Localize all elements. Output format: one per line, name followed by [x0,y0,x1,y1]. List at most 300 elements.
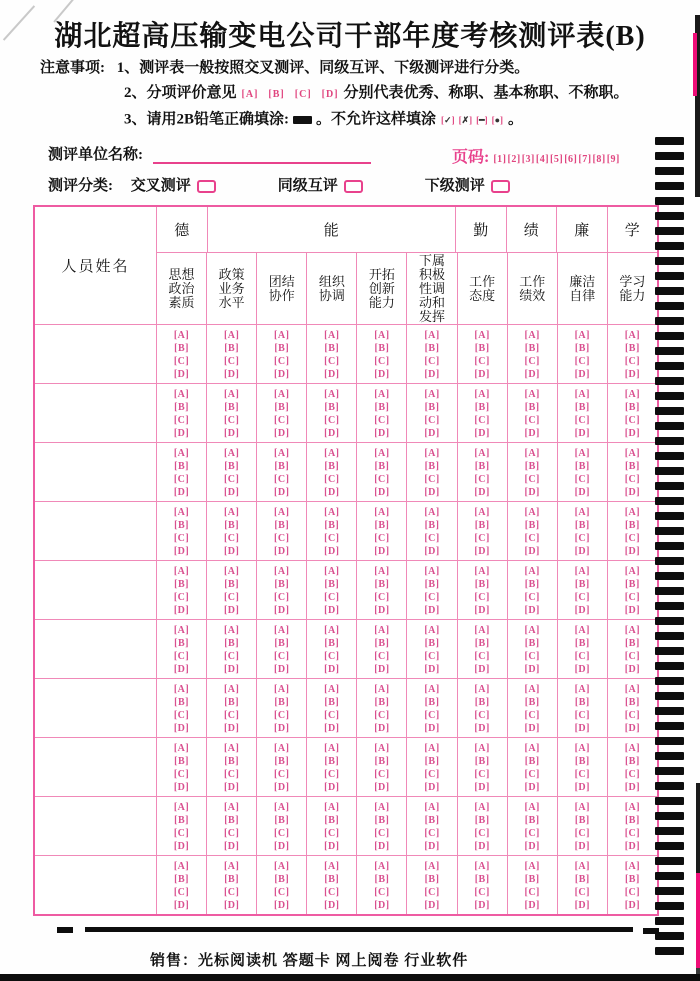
bubble-D[interactable]: [D] [223,782,240,793]
bubble-D[interactable]: [D] [374,487,390,498]
bubble-C[interactable]: [C] [223,415,240,426]
bubble-B[interactable]: [B] [524,461,540,472]
bubble-D[interactable]: [D] [474,428,490,439]
bubble-C[interactable]: [C] [624,474,641,485]
bubble-C[interactable]: [C] [524,828,540,839]
bubble-C[interactable]: [C] [324,533,340,544]
bubble-D[interactable]: [D] [624,605,641,616]
bubble-A[interactable]: [A] [574,802,590,813]
bubble-B[interactable]: [B] [524,697,540,708]
bubble-C[interactable]: [C] [173,651,190,662]
bubble-C[interactable]: [C] [324,592,340,603]
bubble-B[interactable]: [B] [174,520,189,531]
bubble-C[interactable]: [C] [624,828,641,839]
bubble-B[interactable]: [B] [224,402,240,413]
bubble-C[interactable]: [C] [524,651,540,662]
bubble-A[interactable]: [A] [223,566,240,577]
bubble-D[interactable]: [D] [173,723,190,734]
category-checkbox[interactable] [344,180,363,193]
bubble-D[interactable]: [D] [324,428,340,439]
bubble-A[interactable]: [A] [524,389,540,400]
bubble-D[interactable]: [D] [223,546,240,557]
bubble-D[interactable]: [D] [424,428,440,439]
name-cell-input[interactable] [35,679,157,737]
bubble-D[interactable]: [D] [574,605,590,616]
bubble-B[interactable]: [B] [524,638,540,649]
bubble-D[interactable]: [D] [424,723,440,734]
bubble-C[interactable]: [C] [223,828,240,839]
bubble-C[interactable]: [C] [474,651,490,662]
bubble-D[interactable]: [D] [173,782,190,793]
bubble-D[interactable]: [D] [324,369,340,380]
name-cell-input[interactable] [35,620,157,678]
bubble-D[interactable]: [D] [324,841,340,852]
bubble-D[interactable]: [D] [524,723,540,734]
bubble-D[interactable]: [D] [173,841,190,852]
bubble-D[interactable]: [D] [424,605,440,616]
bubble-B[interactable]: [B] [324,874,340,885]
bubble-B[interactable]: [B] [274,638,290,649]
bubble-B[interactable]: [B] [274,815,290,826]
bubble-A[interactable]: [A] [524,861,540,872]
bubble-B[interactable]: [B] [624,461,640,472]
bubble-A[interactable]: [A] [474,802,490,813]
bubble-C[interactable]: [C] [624,710,641,721]
page-number-bubble[interactable]: [2] [507,154,521,165]
bubble-C[interactable]: [C] [173,828,190,839]
bubble-D[interactable]: [D] [474,369,490,380]
bubble-D[interactable]: [D] [574,664,590,675]
bubble-D[interactable]: [D] [324,605,340,616]
bubble-D[interactable]: [D] [374,664,390,675]
bubble-A[interactable]: [A] [424,861,440,872]
bubble-B[interactable]: [B] [424,815,440,826]
bubble-B[interactable]: [B] [174,697,189,708]
bubble-B[interactable]: [B] [174,638,189,649]
bubble-D[interactable]: [D] [424,900,440,911]
bubble-B[interactable]: [B] [224,638,240,649]
bubble-A[interactable]: [A] [274,448,290,459]
bubble-A[interactable]: [A] [524,566,540,577]
bubble-C[interactable]: [C] [574,533,590,544]
bubble-C[interactable]: [C] [474,474,490,485]
bubble-D[interactable]: [D] [474,900,490,911]
bubble-A[interactable]: [A] [324,389,340,400]
bubble-B[interactable]: [B] [274,874,290,885]
bubble-D[interactable]: [D] [374,605,390,616]
bubble-A[interactable]: [A] [574,743,590,754]
bubble-B[interactable]: [B] [324,579,340,590]
bubble-D[interactable]: [D] [374,782,390,793]
bubble-B[interactable]: [B] [374,343,390,354]
bubble-A[interactable]: [A] [374,389,390,400]
bubble-A[interactable]: [A] [574,330,590,341]
bubble-B[interactable]: [B] [524,874,540,885]
bubble-C[interactable]: [C] [223,710,240,721]
bubble-D[interactable]: [D] [173,546,190,557]
bubble-A[interactable]: [A] [624,507,641,518]
bubble-D[interactable]: [D] [374,428,390,439]
bubble-B[interactable]: [B] [324,402,340,413]
bubble-D[interactable]: [D] [324,900,340,911]
bubble-C[interactable]: [C] [524,356,540,367]
bubble-C[interactable]: [C] [223,474,240,485]
category-checkbox[interactable] [491,180,510,193]
bubble-A[interactable]: [A] [474,625,490,636]
bubble-D[interactable]: [D] [274,841,290,852]
bubble-B[interactable]: [B] [574,874,590,885]
bubble-D[interactable]: [D] [424,487,440,498]
bubble-D[interactable]: [D] [574,841,590,852]
bubble-C[interactable]: [C] [424,592,440,603]
bubble-D[interactable]: [D] [173,664,190,675]
bubble-A[interactable]: [A] [223,330,240,341]
bubble-D[interactable]: [D] [624,900,641,911]
bubble-D[interactable]: [D] [374,723,390,734]
bubble-B[interactable]: [B] [624,579,640,590]
bubble-A[interactable]: [A] [524,684,540,695]
bubble-C[interactable]: [C] [324,356,340,367]
page-number-bubble[interactable]: [8] [592,154,606,165]
bubble-B[interactable]: [B] [324,520,340,531]
bubble-D[interactable]: [D] [624,546,641,557]
bubble-B[interactable]: [B] [474,520,490,531]
bubble-B[interactable]: [B] [574,579,590,590]
bubble-D[interactable]: [D] [524,900,540,911]
bubble-D[interactable]: [D] [474,487,490,498]
bubble-A[interactable]: [A] [173,861,190,872]
bubble-C[interactable]: [C] [274,887,290,898]
bubble-B[interactable]: [B] [224,520,240,531]
bubble-B[interactable]: [B] [374,461,390,472]
bubble-B[interactable]: [B] [424,520,440,531]
bubble-C[interactable]: [C] [324,828,340,839]
bubble-C[interactable]: [C] [274,474,290,485]
bubble-A[interactable]: [A] [324,448,340,459]
bubble-B[interactable]: [B] [274,756,290,767]
bubble-A[interactable]: [A] [574,448,590,459]
bubble-B[interactable]: [B] [374,815,390,826]
bubble-A[interactable]: [A] [374,861,390,872]
bubble-C[interactable]: [C] [574,710,590,721]
bubble-A[interactable]: [A] [474,861,490,872]
bubble-B[interactable]: [B] [624,874,640,885]
bubble-B[interactable]: [B] [474,815,490,826]
bubble-C[interactable]: [C] [574,651,590,662]
bubble-A[interactable]: [A] [324,861,340,872]
bubble-B[interactable]: [B] [374,756,390,767]
bubble-A[interactable]: [A] [474,507,490,518]
bubble-B[interactable]: [B] [174,579,189,590]
bubble-C[interactable]: [C] [624,769,641,780]
bubble-B[interactable]: [B] [374,874,390,885]
bubble-B[interactable]: [B] [224,579,240,590]
bubble-C[interactable]: [C] [173,415,190,426]
bubble-A[interactable]: [A] [223,389,240,400]
bubble-C[interactable]: [C] [173,592,190,603]
bubble-D[interactable]: [D] [474,841,490,852]
bubble-B[interactable]: [B] [574,638,590,649]
bubble-A[interactable]: [A] [624,330,641,341]
bubble-A[interactable]: [A] [424,448,440,459]
bubble-B[interactable]: [B] [324,461,340,472]
bubble-B[interactable]: [B] [174,815,189,826]
bubble-A[interactable]: [A] [524,625,540,636]
bubble-C[interactable]: [C] [173,356,190,367]
bubble-D[interactable]: [D] [324,723,340,734]
bubble-A[interactable]: [A] [624,802,641,813]
bubble-A[interactable]: [A] [173,625,190,636]
page-number-bubble[interactable]: [7] [578,154,592,165]
page-number-bubble[interactable]: [5] [550,154,564,165]
bubble-C[interactable]: [C] [524,474,540,485]
bubble-D[interactable]: [D] [424,369,440,380]
bubble-D[interactable]: [D] [474,723,490,734]
bubble-C[interactable]: [C] [324,651,340,662]
bubble-D[interactable]: [D] [574,487,590,498]
bubble-C[interactable]: [C] [374,710,390,721]
bubble-B[interactable]: [B] [174,756,189,767]
bubble-D[interactable]: [D] [524,428,540,439]
bubble-C[interactable]: [C] [424,533,440,544]
bubble-C[interactable]: [C] [474,533,490,544]
bubble-A[interactable]: [A] [374,330,390,341]
bubble-C[interactable]: [C] [624,887,641,898]
bubble-B[interactable]: [B] [424,638,440,649]
bubble-A[interactable]: [A] [324,625,340,636]
bubble-A[interactable]: [A] [173,448,190,459]
bubble-C[interactable]: [C] [374,651,390,662]
bubble-C[interactable]: [C] [223,533,240,544]
bubble-C[interactable]: [C] [424,769,440,780]
bubble-A[interactable]: [A] [173,389,190,400]
bubble-B[interactable]: [B] [274,343,290,354]
bubble-B[interactable]: [B] [474,579,490,590]
bubble-B[interactable]: [B] [474,461,490,472]
bubble-D[interactable]: [D] [424,664,440,675]
bubble-A[interactable]: [A] [524,802,540,813]
bubble-B[interactable]: [B] [524,520,540,531]
bubble-A[interactable]: [A] [173,684,190,695]
bubble-A[interactable]: [A] [223,743,240,754]
bubble-D[interactable]: [D] [274,900,290,911]
bubble-D[interactable]: [D] [524,782,540,793]
bubble-A[interactable]: [A] [374,448,390,459]
bubble-D[interactable]: [D] [223,841,240,852]
bubble-B[interactable]: [B] [624,520,640,531]
bubble-C[interactable]: [C] [274,592,290,603]
category-checkbox[interactable] [197,180,216,193]
bubble-B[interactable]: [B] [374,697,390,708]
bubble-D[interactable]: [D] [624,841,641,852]
bubble-A[interactable]: [A] [524,507,540,518]
page-number-bubble[interactable]: [6] [564,154,578,165]
bubble-C[interactable]: [C] [173,533,190,544]
bubble-B[interactable]: [B] [224,343,240,354]
bubble-C[interactable]: [C] [424,828,440,839]
bubble-B[interactable]: [B] [224,697,240,708]
bubble-C[interactable]: [C] [524,710,540,721]
bubble-D[interactable]: [D] [524,841,540,852]
bubble-C[interactable]: [C] [374,592,390,603]
bubble-C[interactable]: [C] [574,415,590,426]
bubble-D[interactable]: [D] [524,487,540,498]
bubble-A[interactable]: [A] [324,743,340,754]
bubble-B[interactable]: [B] [474,874,490,885]
bubble-D[interactable]: [D] [223,664,240,675]
bubble-B[interactable]: [B] [274,461,290,472]
bubble-D[interactable]: [D] [524,664,540,675]
bubble-C[interactable]: [C] [574,887,590,898]
bubble-B[interactable]: [B] [574,343,590,354]
bubble-A[interactable]: [A] [274,625,290,636]
bubble-B[interactable]: [B] [424,756,440,767]
bubble-D[interactable]: [D] [324,546,340,557]
bubble-A[interactable]: [A] [624,625,641,636]
bubble-D[interactable]: [D] [223,428,240,439]
bubble-B[interactable]: [B] [524,815,540,826]
bubble-B[interactable]: [B] [524,402,540,413]
bubble-A[interactable]: [A] [324,802,340,813]
bubble-D[interactable]: [D] [274,546,290,557]
bubble-D[interactable]: [D] [173,605,190,616]
bubble-D[interactable]: [D] [173,900,190,911]
bubble-D[interactable]: [D] [574,782,590,793]
page-number-bubble[interactable]: [4] [535,154,550,165]
bubble-B[interactable]: [B] [574,815,590,826]
bubble-B[interactable]: [B] [374,520,390,531]
bubble-D[interactable]: [D] [324,664,340,675]
bubble-D[interactable]: [D] [524,605,540,616]
bubble-D[interactable]: [D] [574,900,590,911]
bubble-B[interactable]: [B] [424,343,440,354]
bubble-B[interactable]: [B] [474,343,490,354]
bubble-C[interactable]: [C] [474,828,490,839]
bubble-B[interactable]: [B] [174,343,189,354]
bubble-A[interactable]: [A] [274,507,290,518]
bubble-A[interactable]: [A] [524,448,540,459]
bubble-A[interactable]: [A] [624,389,641,400]
bubble-A[interactable]: [A] [374,802,390,813]
bubble-D[interactable]: [D] [324,487,340,498]
bubble-D[interactable]: [D] [274,605,290,616]
bubble-A[interactable]: [A] [474,684,490,695]
bubble-A[interactable]: [A] [324,507,340,518]
bubble-C[interactable]: [C] [173,769,190,780]
name-cell-input[interactable] [35,856,157,914]
bubble-C[interactable]: [C] [374,474,390,485]
bubble-C[interactable]: [C] [374,356,390,367]
bubble-D[interactable]: [D] [474,546,490,557]
bubble-D[interactable]: [D] [374,900,390,911]
bubble-B[interactable]: [B] [574,756,590,767]
bubble-A[interactable]: [A] [223,625,240,636]
bubble-C[interactable]: [C] [574,356,590,367]
bubble-B[interactable]: [B] [274,520,290,531]
bubble-B[interactable]: [B] [474,756,490,767]
bubble-B[interactable]: [B] [374,638,390,649]
bubble-C[interactable]: [C] [424,710,440,721]
bubble-A[interactable]: [A] [274,566,290,577]
bubble-C[interactable]: [C] [173,887,190,898]
bubble-A[interactable]: [A] [274,743,290,754]
bubble-B[interactable]: [B] [374,579,390,590]
bubble-A[interactable]: [A] [624,448,641,459]
bubble-A[interactable]: [A] [173,802,190,813]
bubble-D[interactable]: [D] [173,487,190,498]
bubble-D[interactable]: [D] [274,782,290,793]
bubble-B[interactable]: [B] [424,402,440,413]
name-cell-input[interactable] [35,797,157,855]
bubble-C[interactable]: [C] [424,415,440,426]
bubble-A[interactable]: [A] [223,507,240,518]
name-cell-input[interactable] [35,561,157,619]
bubble-A[interactable]: [A] [173,330,190,341]
bubble-D[interactable]: [D] [574,428,590,439]
bubble-C[interactable]: [C] [474,769,490,780]
bubble-C[interactable]: [C] [524,415,540,426]
bubble-B[interactable]: [B] [574,520,590,531]
bubble-B[interactable]: [B] [474,638,490,649]
bubble-C[interactable]: [C] [324,769,340,780]
bubble-C[interactable]: [C] [274,415,290,426]
bubble-C[interactable]: [C] [474,356,490,367]
bubble-C[interactable]: [C] [274,356,290,367]
bubble-C[interactable]: [C] [374,533,390,544]
bubble-C[interactable]: [C] [324,474,340,485]
bubble-B[interactable]: [B] [274,402,290,413]
bubble-C[interactable]: [C] [324,415,340,426]
bubble-D[interactable]: [D] [173,428,190,439]
bubble-D[interactable]: [D] [274,723,290,734]
bubble-C[interactable]: [C] [274,651,290,662]
bubble-A[interactable]: [A] [524,330,540,341]
bubble-C[interactable]: [C] [374,887,390,898]
bubble-A[interactable]: [A] [173,743,190,754]
bubble-D[interactable]: [D] [574,546,590,557]
bubble-A[interactable]: [A] [574,684,590,695]
bubble-B[interactable]: [B] [624,402,640,413]
bubble-B[interactable]: [B] [174,402,189,413]
bubble-B[interactable]: [B] [624,638,640,649]
bubble-C[interactable]: [C] [274,769,290,780]
bubble-A[interactable]: [A] [574,625,590,636]
bubble-A[interactable]: [A] [524,743,540,754]
bubble-D[interactable]: [D] [374,546,390,557]
bubble-B[interactable]: [B] [224,461,240,472]
bubble-C[interactable]: [C] [624,356,641,367]
bubble-C[interactable]: [C] [624,651,641,662]
name-cell-input[interactable] [35,325,157,383]
bubble-B[interactable]: [B] [224,756,240,767]
bubble-C[interactable]: [C] [574,828,590,839]
bubble-C[interactable]: [C] [424,474,440,485]
bubble-B[interactable]: [B] [324,638,340,649]
bubble-D[interactable]: [D] [274,428,290,439]
bubble-D[interactable]: [D] [574,723,590,734]
bubble-A[interactable]: [A] [574,507,590,518]
bubble-D[interactable]: [D] [374,841,390,852]
bubble-B[interactable]: [B] [624,343,640,354]
bubble-C[interactable]: [C] [274,828,290,839]
bubble-A[interactable]: [A] [173,566,190,577]
bubble-A[interactable]: [A] [574,389,590,400]
bubble-D[interactable]: [D] [223,605,240,616]
name-cell-input[interactable] [35,502,157,560]
bubble-C[interactable]: [C] [574,474,590,485]
bubble-B[interactable]: [B] [324,343,340,354]
bubble-C[interactable]: [C] [223,592,240,603]
